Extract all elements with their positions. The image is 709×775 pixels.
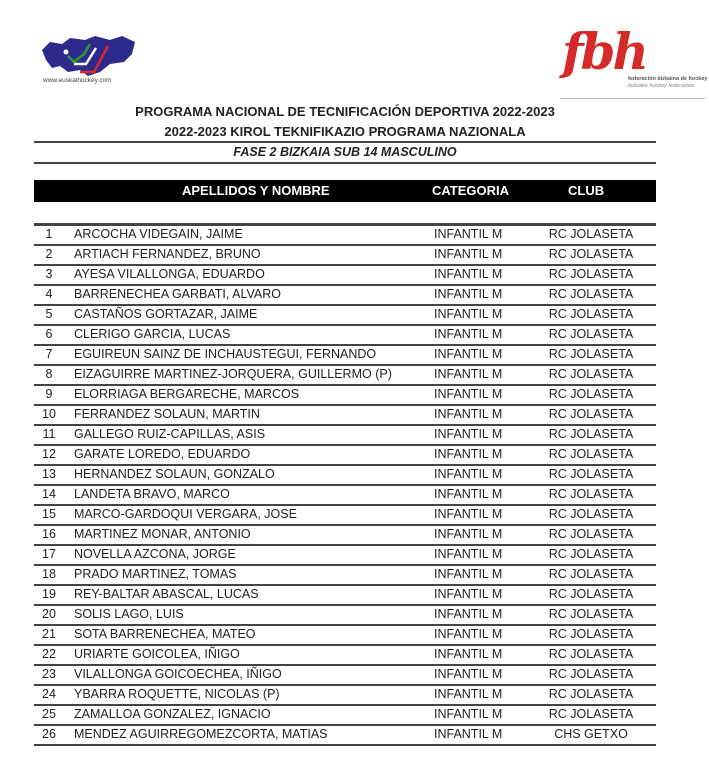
- table-row: [34, 566, 656, 586]
- player-name: HERNANDEZ SOLAUN, GONZALO: [74, 467, 275, 481]
- player-name: EGUIREUN SAINZ DE INCHAUSTEGUI, FERNANDO: [74, 347, 377, 361]
- header-name: APELLIDOS Y NOMBRE: [182, 183, 330, 198]
- player-club: RC JOLASETA: [548, 447, 634, 461]
- player-club: RC JOLASETA: [548, 387, 634, 401]
- player-name: MARCO-GARDOQUI VERGARA, JOSE: [74, 507, 297, 521]
- table-row: [34, 686, 656, 706]
- fbh-logo-text: fbh: [562, 22, 646, 81]
- row-number: 3: [45, 267, 53, 281]
- row-number: 18: [42, 567, 56, 581]
- table-row: [34, 466, 656, 486]
- table-row: [34, 406, 656, 426]
- player-club: RC JOLASETA: [548, 407, 634, 421]
- player-name: PRADO MARTINEZ, TOMAS: [74, 567, 237, 581]
- player-table: [34, 226, 656, 746]
- row-number: 21: [42, 627, 56, 641]
- player-category: INFANTIL M: [434, 687, 503, 701]
- player-category: INFANTIL M: [434, 507, 503, 521]
- player-category: INFANTIL M: [434, 387, 503, 401]
- player-club: RC JOLASETA: [548, 327, 634, 341]
- table-row: [34, 666, 656, 686]
- player-name: EIZAGUIRRE MARTINEZ-JORQUERA, GUILLERMO (P): [74, 367, 392, 381]
- player-category: INFANTIL M: [434, 267, 503, 281]
- player-category: INFANTIL M: [434, 447, 503, 461]
- row-number: 11: [42, 427, 56, 441]
- table-row: [34, 626, 656, 646]
- player-category: INFANTIL M: [434, 467, 503, 481]
- table-row: [34, 286, 656, 306]
- player-name: REY-BALTAR ABASCAL, LUCAS: [74, 587, 259, 601]
- player-category: INFANTIL M: [434, 347, 503, 361]
- player-name: SOLIS LAGO, LUIS: [74, 607, 184, 621]
- fbh-subtitle-1: federación bizkaina de hockey: [628, 76, 708, 82]
- table-row: [34, 546, 656, 566]
- row-number: 20: [42, 607, 56, 621]
- header-club: CLUB: [568, 183, 605, 198]
- row-number: 22: [42, 647, 56, 661]
- player-club: RC JOLASETA: [548, 287, 634, 301]
- row-number: 1: [45, 227, 53, 241]
- player-name: GARATE LOREDO, EDUARDO: [74, 447, 251, 461]
- player-category: INFANTIL M: [434, 727, 503, 741]
- player-name: LANDETA BRAVO, MARCO: [74, 487, 230, 501]
- table-row: [34, 246, 656, 266]
- player-club: RC JOLASETA: [548, 547, 634, 561]
- player-category: INFANTIL M: [434, 667, 503, 681]
- fbh-logo: [560, 22, 708, 107]
- player-name: BARRENECHEA GARBATI, ALVARO: [74, 287, 282, 301]
- player-category: INFANTIL M: [434, 327, 503, 341]
- player-category: INFANTIL M: [434, 307, 503, 321]
- table-row: [34, 446, 656, 466]
- row-number: 19: [42, 587, 56, 601]
- row-number: 16: [42, 527, 56, 541]
- player-name: GALLEGO RUIZ-CAPILLAS, ASIS: [74, 427, 266, 441]
- player-category: INFANTIL M: [434, 427, 503, 441]
- player-category: INFANTIL M: [434, 647, 503, 661]
- row-number: 4: [45, 287, 53, 301]
- table-row: [34, 226, 656, 246]
- player-name: ELORRIAGA BERGARECHE, MARCOS: [74, 387, 300, 401]
- player-category: INFANTIL M: [434, 527, 503, 541]
- logo-url-text: www.euskalhockey.com: [43, 77, 112, 84]
- player-category: INFANTIL M: [434, 367, 503, 381]
- row-number: 9: [45, 387, 53, 401]
- table-row: [34, 646, 656, 666]
- player-category: INFANTIL M: [434, 487, 503, 501]
- player-name: CASTAÑOS GORTAZAR, JAIME: [74, 307, 258, 321]
- table-row: [34, 526, 656, 546]
- row-number: 8: [45, 367, 53, 381]
- player-club: RC JOLASETA: [548, 487, 634, 501]
- table-row: [34, 326, 656, 346]
- title-line-2: 2022-2023 KIROL TEKNIFIKAZIO PROGRAMA NAZIONALA: [164, 124, 526, 139]
- table-row: [34, 586, 656, 606]
- player-category: INFANTIL M: [434, 247, 503, 261]
- player-club: RC JOLASETA: [548, 587, 634, 601]
- player-name: SOTA BARRENECHEA, MATEO: [74, 627, 256, 641]
- player-category: INFANTIL M: [434, 567, 503, 581]
- row-number: 26: [42, 727, 56, 741]
- table-row: [34, 506, 656, 526]
- player-name: NOVELLA AZCONA, JORGE: [74, 547, 236, 561]
- player-club: RC JOLASETA: [548, 307, 634, 321]
- player-club: RC JOLASETA: [548, 707, 634, 721]
- player-name: CLERIGO GARCIA, LUCAS: [74, 327, 231, 341]
- player-name: AYESA VILALLONGA, EDUARDO: [74, 267, 265, 281]
- player-category: INFANTIL M: [434, 587, 503, 601]
- player-name: URIARTE GOICOLEA, IÑIGO: [74, 647, 240, 661]
- player-club: RC JOLASETA: [548, 507, 634, 521]
- table-row: [34, 726, 656, 746]
- logo-divider: [560, 98, 705, 99]
- title-divider-1: [34, 141, 656, 143]
- title-line-1: PROGRAMA NACIONAL DE TECNIFICACIÓN DEPORTIVA 2022-2023: [135, 104, 555, 119]
- player-club: RC JOLASETA: [548, 247, 634, 261]
- table-row: [34, 486, 656, 506]
- player-category: INFANTIL M: [434, 607, 503, 621]
- row-number: 25: [42, 707, 56, 721]
- title-divider-2: [34, 162, 656, 164]
- row-number: 10: [42, 407, 56, 421]
- player-club: RC JOLASETA: [548, 347, 634, 361]
- player-category: INFANTIL M: [434, 627, 503, 641]
- row-number: 5: [45, 307, 53, 321]
- player-club: RC JOLASETA: [548, 647, 634, 661]
- player-name: FERRANDEZ SOLAUN, MARTIN: [74, 407, 260, 421]
- row-number: 13: [42, 467, 56, 481]
- row-number: 17: [42, 547, 56, 561]
- player-category: INFANTIL M: [434, 287, 503, 301]
- row-number: 23: [42, 667, 56, 681]
- table-row: [34, 306, 656, 326]
- player-name: VILALLONGA GOICOECHEA, IÑIGO: [74, 667, 282, 681]
- player-club: RC JOLASETA: [548, 527, 634, 541]
- row-number: 14: [42, 487, 56, 501]
- fbh-subtitle-2: bizkaiko hockey federazioa: [628, 83, 695, 89]
- euskal-hockey-logo: [40, 32, 140, 92]
- player-club: RC JOLASETA: [548, 687, 634, 701]
- player-name: ARCOCHA VIDEGAIN, JAIME: [74, 227, 243, 241]
- player-category: INFANTIL M: [434, 227, 503, 241]
- player-club: RC JOLASETA: [548, 627, 634, 641]
- row-number: 2: [45, 247, 53, 261]
- header-category: CATEGORIA: [432, 183, 510, 198]
- row-number: 6: [45, 327, 53, 341]
- table-row: [34, 266, 656, 286]
- row-number: 15: [42, 507, 56, 521]
- player-club: RC JOLASETA: [548, 607, 634, 621]
- player-name: ARTIACH FERNANDEZ, BRUNO: [74, 247, 261, 261]
- player-name: ZAMALLOA GONZALEZ, IGNACIO: [74, 707, 271, 721]
- player-club: RC JOLASETA: [548, 227, 634, 241]
- table-row: [34, 706, 656, 726]
- table-row: [34, 366, 656, 386]
- table-row: [34, 346, 656, 366]
- player-club: RC JOLASETA: [548, 367, 634, 381]
- row-number: 7: [45, 347, 53, 361]
- player-club: RC JOLASETA: [548, 567, 634, 581]
- title-line-3: FASE 2 BIZKAIA SUB 14 MASCULINO: [233, 145, 457, 159]
- player-club: RC JOLASETA: [548, 427, 634, 441]
- table-row: [34, 386, 656, 406]
- table-row: [34, 606, 656, 626]
- player-name: YBARRA ROQUETTE, NICOLAS (P): [74, 687, 280, 701]
- player-category: INFANTIL M: [434, 547, 503, 561]
- table-header: [34, 180, 656, 202]
- player-club: CHS GETXO: [554, 727, 628, 741]
- row-number: 12: [42, 447, 56, 461]
- row-number: 24: [42, 687, 56, 701]
- player-club: RC JOLASETA: [548, 267, 634, 281]
- table-row: [34, 426, 656, 446]
- player-category: INFANTIL M: [434, 407, 503, 421]
- player-club: RC JOLASETA: [548, 667, 634, 681]
- player-name: MENDEZ AGUIRREGOMEZCORTA, MATIAS: [74, 727, 328, 741]
- player-club: RC JOLASETA: [548, 467, 634, 481]
- map-logo-icon: [40, 32, 140, 82]
- player-name: MARTINEZ MONAR, ANTONIO: [74, 527, 251, 541]
- player-category: INFANTIL M: [434, 707, 503, 721]
